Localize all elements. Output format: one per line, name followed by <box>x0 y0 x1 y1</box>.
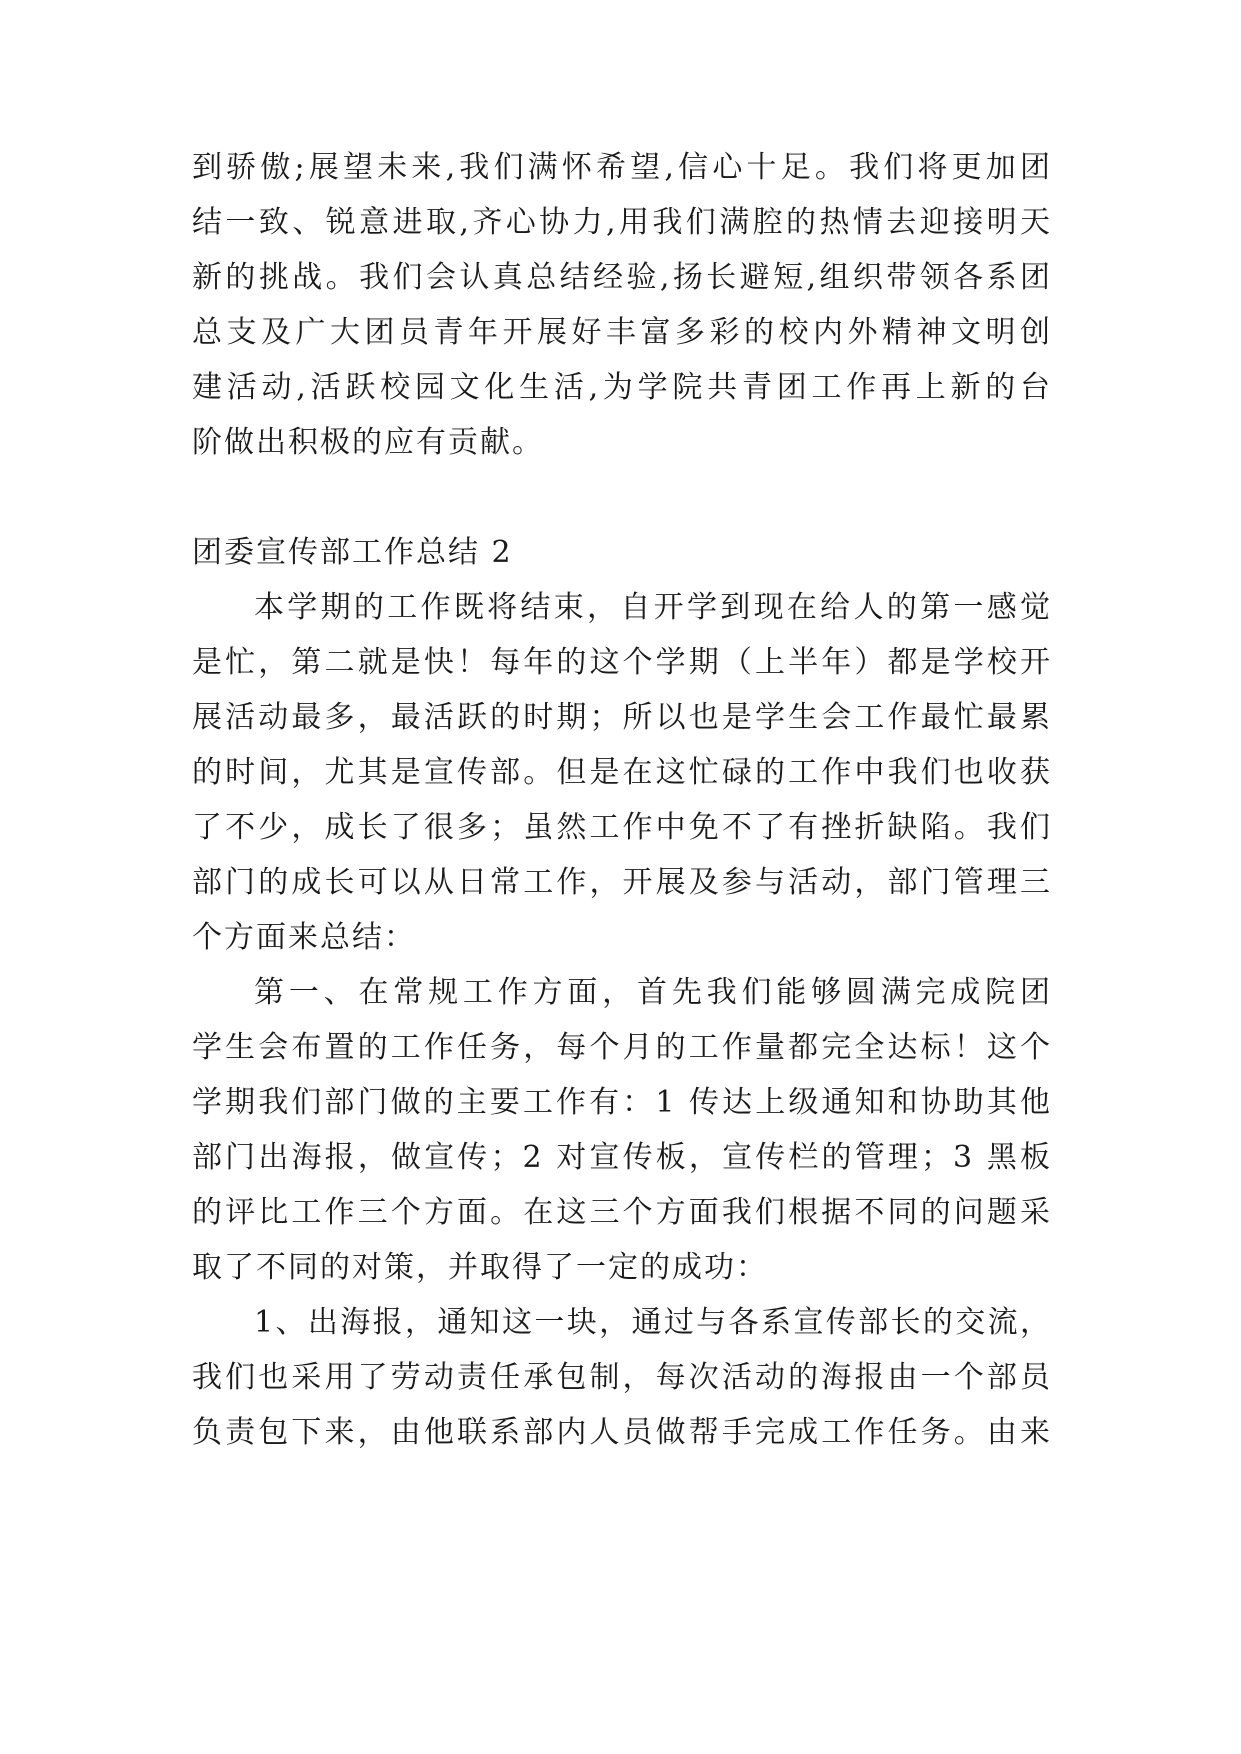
paragraph-first-line: 本学期的工作既将结束，自开学到现在给人的第一感觉 <box>254 590 1052 625</box>
text-line: 到骄傲;展望未来,我们满怀希望,信心十足。我们将更加团 <box>192 150 1052 185</box>
text-line: 的评比工作三个方面。在这三个方面我们根据不同的问题采 <box>192 1195 1052 1230</box>
text-line: 学期我们部门做的主要工作有：1 传达上级通知和协助其他 <box>192 1085 1052 1120</box>
paragraph-first-line: 1、出海报，通知这一块，通过与各系宣传部长的交流， <box>254 1305 1052 1340</box>
text-line: 部门出海报，做宣传；2 对宣传板，宣传栏的管理；3 黑板 <box>192 1140 1052 1175</box>
text-line: 部门的成长可以从日常工作，开展及参与活动，部门管理三 <box>192 865 1052 900</box>
text-line: 了不少，成长了很多；虽然工作中免不了有挫折缺陷。我们 <box>192 810 1052 845</box>
text-line: 结一致、锐意进取,齐心协力,用我们满腔的热情去迎接明天 <box>192 205 1052 240</box>
text-line: 个方面来总结： <box>192 920 416 955</box>
text-line: 建活动,活跃校园文化生活,为学院共青团工作再上新的台 <box>192 370 1052 405</box>
text-line: 我们也采用了劳动责任承包制，每次活动的海报由一个部员 <box>192 1360 1052 1395</box>
text-line: 阶做出积极的应有贡献。 <box>192 425 544 460</box>
text-line: 负责包下来，由他联系部内人员做帮手完成工作任务。由来 <box>192 1415 1052 1450</box>
text-line: 展活动最多，最活跃的时期；所以也是学生会工作最忙最累 <box>192 700 1052 735</box>
text-line: 是忙，第二就是快！每年的这个学期（上半年）都是学校开 <box>192 645 1052 680</box>
text-line: 取了不同的对策，并取得了一定的成功： <box>192 1250 768 1285</box>
paragraph-first-line: 第一、在常规工作方面，首先我们能够圆满完成院团 <box>254 975 1052 1010</box>
text-line: 新的挑战。我们会认真总结经验,扬长避短,组织带领各系团 <box>192 260 1052 295</box>
text-line: 总支及广大团员青年开展好丰富多彩的校内外精神文明创 <box>192 315 1052 350</box>
section-heading: 团委宣传部工作总结 2 <box>192 535 513 570</box>
text-line: 学生会布置的工作任务，每个月的工作量都完全达标！这个 <box>192 1030 1052 1065</box>
text-line: 的时间，尤其是宣传部。但是在这忙碌的工作中我们也收获 <box>192 755 1052 790</box>
